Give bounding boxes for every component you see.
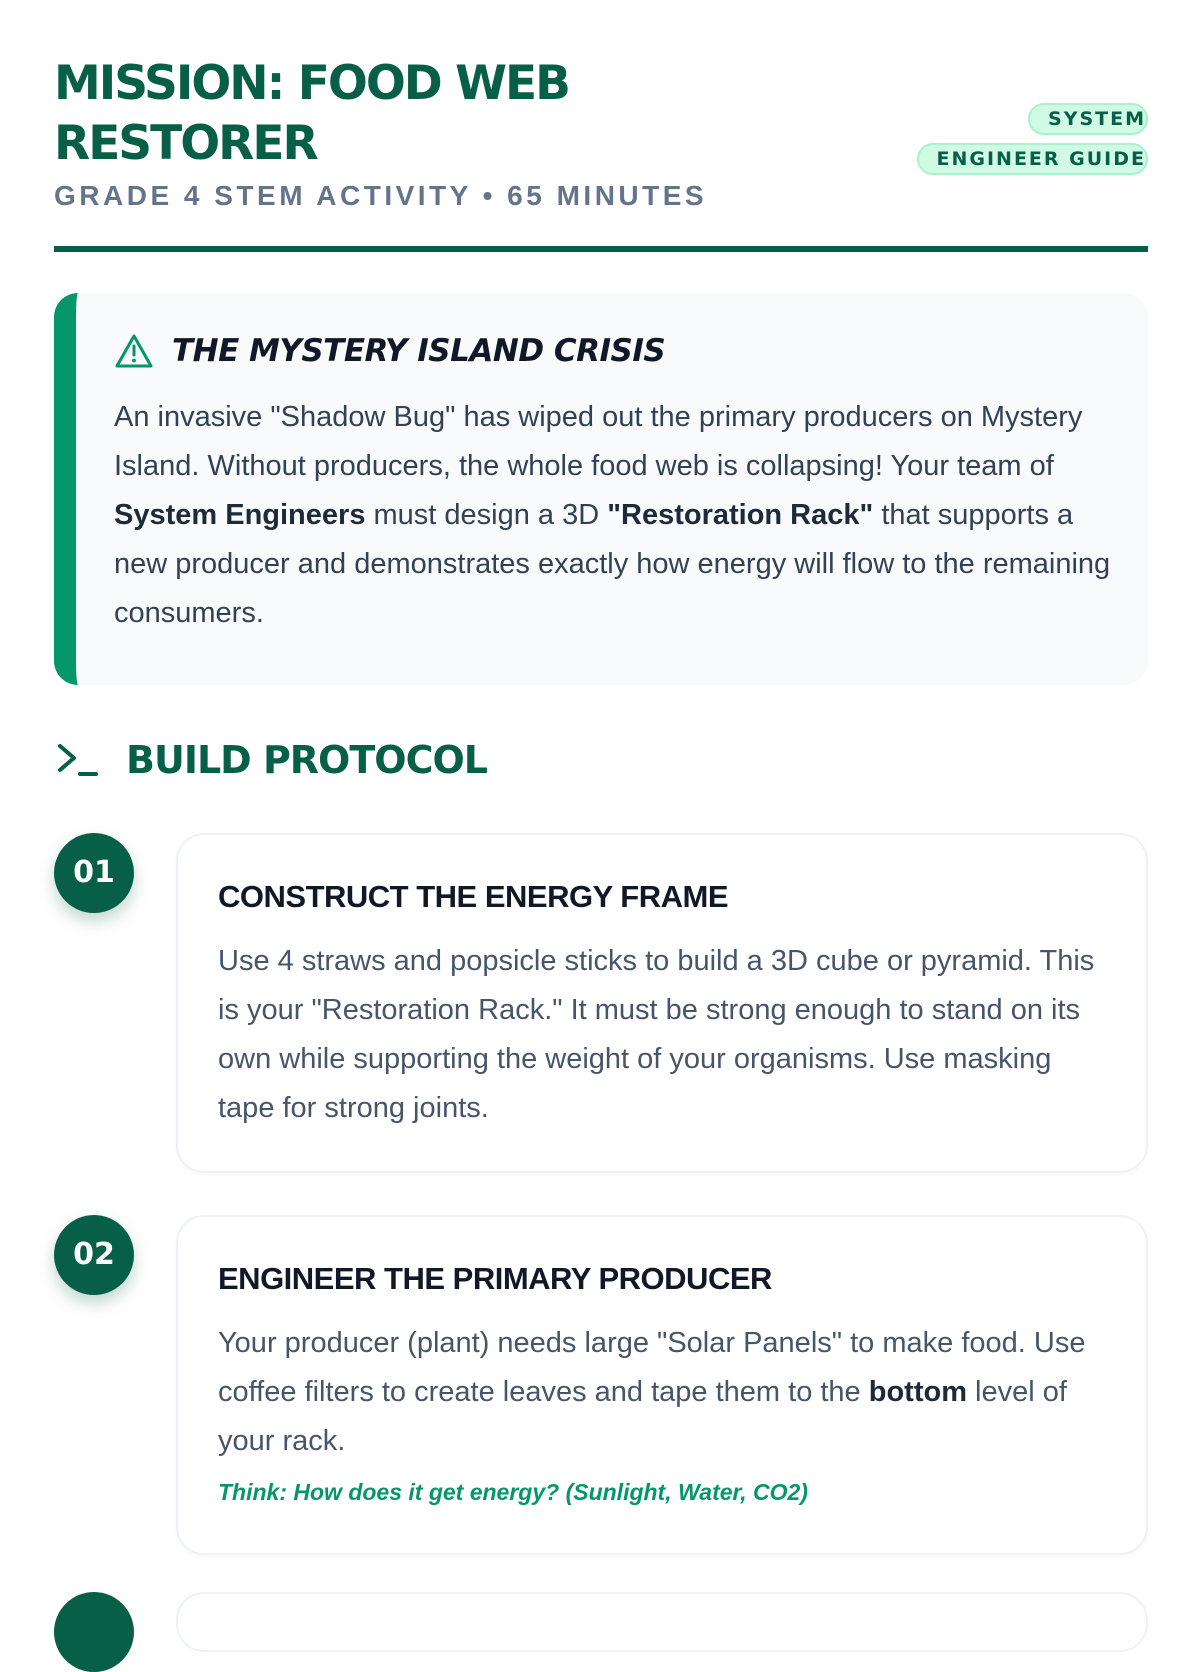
crisis-description [114,393,1114,638]
role-badge [908,99,1148,179]
crisis-bold-system-engineers: System Engineers [114,499,366,531]
page-subtitle: GRADE 4 STEM ACTIVITY • 65 MINUTES [54,180,708,211]
crisis-bold-restoration-rack: "Restoration Rack" [607,499,874,531]
step-card-partial [176,1592,1148,1652]
crisis-heading [114,333,665,369]
step-number-badge: 02 [54,1215,134,1295]
step-bold-bottom: bottom [868,1376,967,1408]
crisis-text-part-1: An invasive "Shadow Bug" has wiped out the primary producers on Mystery Island. Without producers, the whole food web is collapsing! Your team of [114,401,1083,482]
activity-guide-page [54,0,1148,1505]
crisis-title: THE MYSTERY ISLAND CRISIS [172,333,666,369]
build-protocol-title: BUILD PROTOCOL [126,738,487,782]
step-hint: Think: How does it get energy? (Sunlight, Water, CO2) [218,1479,808,1505]
build-protocol-heading [54,738,487,782]
step-number-badge: 01 [54,833,134,913]
step-text-part-2: level of your rack. [218,1376,1067,1457]
step-description: Use 4 straws and popsicle sticks to build a 3D cube or pyramid. This is your "Restoration Rack." It must be strong enough to stand on its own while supporting the weight of your organisms. Use masking tape for strong joints. [218,945,1095,1124]
crisis-text-part-3: that supports a new producer and demonstrates exactly how energy will flow to the remaining consumers. [114,499,1111,629]
step-card [176,1215,1148,1555]
step-text-part-1: Your producer (plant) needs large "Solar Panels" to make food. Use coffee filters to create leaves and tape them to the [218,1327,1086,1408]
step-description [218,1319,1098,1466]
warning-triangle-icon [114,333,154,369]
role-badge-label: SYSTEM ENGINEER GUIDE [917,103,1149,175]
crisis-callout [54,293,1148,685]
header-divider [54,246,1148,252]
step-number-badge-partial [54,1592,134,1672]
step-title: CONSTRUCT THE ENERGY FRAME [218,879,729,914]
step-card [176,833,1148,1173]
terminal-icon [54,740,100,780]
crisis-text-part-2: must design a 3D [365,499,608,531]
step-title: ENGINEER THE PRIMARY PRODUCER [218,1261,772,1296]
page-title: MISSION: FOOD WEB RESTORER [54,56,569,171]
page-header [54,0,1148,252]
